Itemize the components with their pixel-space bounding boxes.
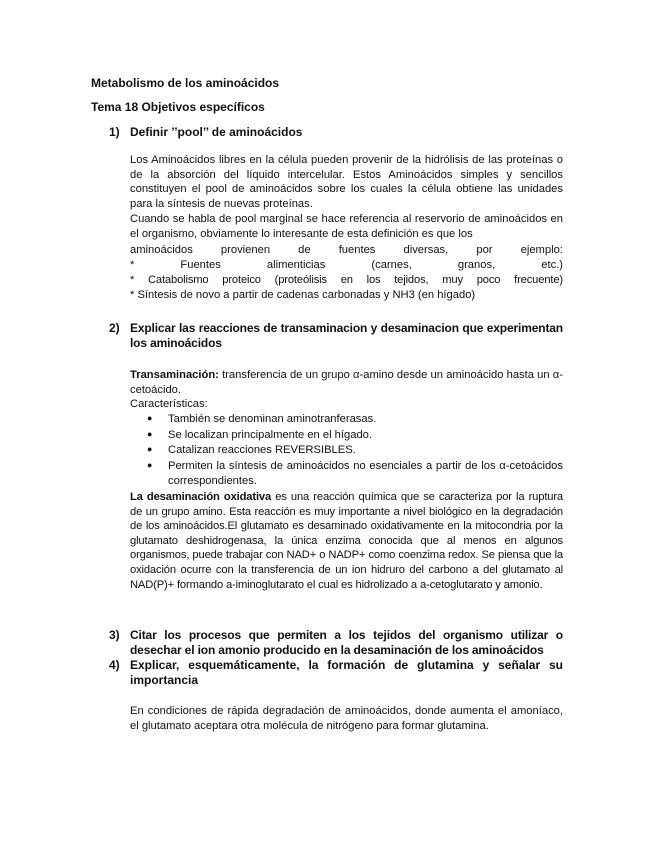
caracteristicas-label: Características:	[130, 398, 208, 410]
word: de	[298, 244, 311, 256]
section-4-number: 4)	[109, 658, 120, 672]
source-item-2: * Catabolismo proteico (proteólisis en los tejidos, muy poco frecuente)	[130, 274, 563, 286]
bullet-icon: ●	[147, 429, 153, 439]
list-item: Se localizan principalmente en el hígado.	[168, 429, 372, 441]
desaminacion-label: La desaminación oxidativa	[130, 491, 272, 503]
section-1-paragraph-2-last-line	[130, 243, 563, 258]
section-3-heading: Citar los procesos que permiten a los tejidos del organismo utilizar o desechar el ion amonio producido en la desaminación de los aminoácidos	[130, 628, 563, 657]
source-item-3: * Síntesis de novo a partir de cadenas carbonadas y NH3 (en hígado)	[130, 289, 476, 301]
list-item: Catalizan reacciones REVERSIBLES.	[168, 444, 356, 456]
word: etc.)	[541, 259, 563, 271]
section-4-heading: Explicar, esquemáticamente, la formación de glutamina y señalar su importancia	[130, 658, 563, 687]
section-1-paragraph-2: Cuando se habla de pool marginal se hace referencia al reservorio de aminoácidos en el organismo, obviamente lo interesante de esta definición es que los	[130, 213, 563, 240]
word: fuentes	[338, 244, 376, 256]
word: granos,	[457, 259, 496, 271]
word: (carnes,	[371, 259, 412, 271]
transaminacion-text: transferencia de un grupo α-amino desde un aminoácido hasta un α-cetoácido.	[130, 369, 563, 396]
word: diversas,	[403, 244, 449, 256]
document-subtitle: Tema 18 Objetivos específicos	[91, 100, 265, 114]
section-2-number: 2)	[109, 321, 120, 335]
word: ejemplo:	[520, 244, 563, 256]
list-item: Permiten la síntesis de aminoácidos no esenciales a partir de los α-cetoácidos correspondientes.	[168, 460, 563, 487]
desaminacion-paragraph	[130, 490, 563, 592]
word: *	[130, 259, 135, 271]
list-item: También se denominan aminotranferasas.	[168, 413, 377, 425]
bullet-icon: ●	[147, 444, 153, 454]
desaminacion-text: es una reacción química que se caracteriza por la ruptura de un grupo amino. Esta reacción es muy importante a nivel biológico en la degradación de los aminoácidos.El glutamato es desaminado oxidativamente en la mitocondria por la glutamato deshidrogenasa, la única enzima conocida que al menos en algunos organismos, puede trabajar con NAD+ o NADP+ como coenzima redox. Se piensa que la oxidación ocurre con la transferencia de un ion hidruro del carbono a del glutamato al NAD(P)+ formando a-iminoglutarato el cual es hidrolizado a a-cetoglutarato y amonio.	[130, 491, 564, 591]
bullet-icon: ●	[147, 460, 153, 470]
section-1-heading: Definir ’’pool’’ de aminoácidos	[130, 125, 303, 139]
word: alimenticias	[266, 259, 326, 271]
word: por	[476, 244, 493, 256]
document-title: Metabolismo de los aminoácidos	[91, 76, 280, 90]
section-1-paragraph-1: Los Aminoácidos libres en la célula pueden provenir de la hidrólisis de las proteínas o de la absorción del líquido intercelular. Estos Aminoácidos simples y sencillos constituyen el pool de aminoácidos sobre los cuales la célula obtiene las unidades para la síntesis de nuevas proteínas.	[130, 154, 563, 210]
word: provienen	[220, 244, 271, 256]
bullet-icon: ●	[147, 413, 153, 423]
section-3-number: 3)	[109, 628, 120, 642]
word: aminoácidos	[130, 244, 193, 256]
source-item-1	[130, 258, 563, 273]
section-1-number: 1)	[109, 125, 120, 139]
transaminacion-paragraph	[130, 368, 563, 397]
word: Fuentes	[180, 259, 221, 271]
transaminacion-label: Transaminación:	[130, 369, 219, 381]
section-4-paragraph: En condiciones de rápida degradación de aminoácidos, donde aumenta el amoníaco, el glutamato aceptara otra molécula de nitrógeno para formar glutamina.	[130, 705, 563, 732]
section-2-heading: Explicar las reacciones de transaminacion y desaminacion que experimentan los aminoácidos	[130, 321, 563, 350]
